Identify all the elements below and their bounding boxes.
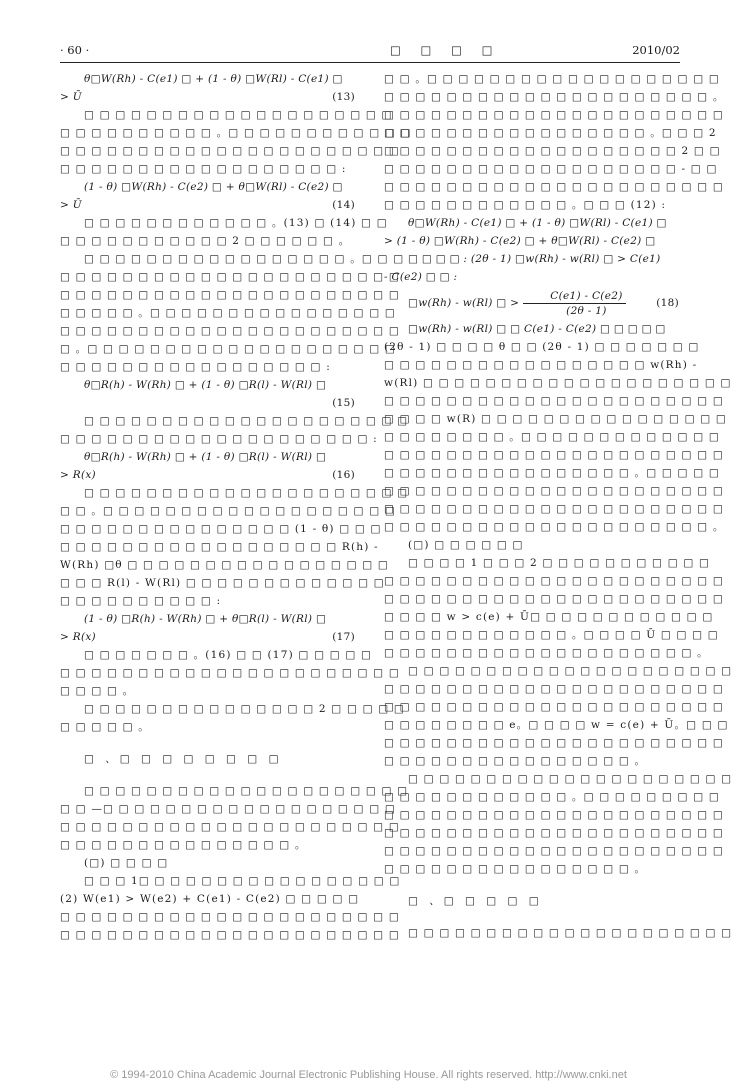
fraction (523, 289, 625, 318)
text-line (60, 890, 360, 908)
line-text: (1 - θ) □R(h) - W(Rh) □ + θ□R(l) - W(Rl) □ (84, 613, 327, 625)
text-line (60, 926, 400, 944)
issue-label: 2010/02 (632, 43, 680, 57)
line-text: □ □ □ □ w > c(e) + Ū□ □ □ □ □ □ □ □ □ □ □ □ (384, 611, 714, 623)
text-line (60, 908, 400, 926)
equation-number: (16) (332, 469, 355, 481)
line-text: □ □ □ □ □ □ □ □ □ □ □ □ □ □ □ □ □ □ □ □ □ □ (60, 929, 400, 941)
line-text: □ □ —□ □ □ □ □ □ □ □ □ □ □ □ □ □ □ □ □ □ □ (60, 803, 396, 815)
line-text: □ □ □ □ □ □ □ □ □ □ □ □ □ □ □ □ □ □ □ □ □ □ (60, 667, 400, 679)
text-line (384, 680, 724, 698)
text-line (60, 574, 385, 592)
text-line (384, 338, 700, 356)
spacer (384, 910, 679, 924)
line-text: □ □ □ □ □ □ □ □ □ □ □ □ □ □ □ □ □ □ □ □ □ □ (60, 821, 400, 833)
text-line (60, 430, 378, 448)
line-text: θ□W(Rh) - C(e1) □ + (1 - θ) □W(Rl) - C(e1) □ (408, 217, 667, 229)
line-text: □ □ 。□ □ □ □ □ □ □ □ □ □ □ □ □ □ □ □ □ □ □ (384, 73, 720, 85)
equation-line (60, 88, 355, 106)
spacer (60, 768, 355, 782)
text-line (384, 860, 679, 878)
equation-lhs: □w(Rh) - w(Rl) □ > (408, 297, 520, 309)
text-line (384, 374, 732, 392)
line-text: □ □ □ □ □ □ □ □ □ □ □ □ 。(13) □ (14) □ □ (84, 217, 388, 229)
journal-name: □ □ □ □ (390, 43, 501, 57)
line-text: □ □ □ □ □ □ □ □ □ □ □ □ □ □ □ □ □ □ □ □ □ (408, 773, 733, 785)
equation-line (384, 232, 679, 250)
line-text: (1 - θ) □W(Rh) - C(e2) □ + θ□W(Rl) - C(e2) □ (84, 181, 343, 193)
line-text: □ □ □ □ □ □ □ □ □ □ □ □ 。□ □ □ (12) : (384, 199, 667, 211)
text-line (60, 340, 396, 358)
text-line (60, 268, 400, 286)
line-text: □ □ □ □ □ □ □ □ □ □ □ □ □ □ □ □ □ □ □ □ □ □ (60, 145, 400, 157)
text-line (60, 124, 412, 142)
paragraph-start (384, 536, 679, 554)
line-text: □ 、□ □ □ □ □ □ □ □ (84, 753, 283, 765)
line-text: > (1 - θ) □W(Rh) - C(e2) □ + θ□W(Rl) - C(e2) □ (384, 235, 656, 247)
line-text: - C(e2) □ □ : (384, 271, 458, 283)
right-column (384, 70, 733, 942)
line-text: > Ū (60, 91, 82, 103)
text-line (60, 664, 400, 682)
text-line (60, 520, 382, 538)
line-text: □ □ □ □ □ □ □ □ □ □ □ □ □ □ □ □ □ □ : (60, 163, 347, 175)
line-text: □ □ □ □ □ □ □ □ □ □ □ □ □ □ □ □ □ □ □ □ □ □ (384, 737, 724, 749)
line-text: □ 。□ □ □ □ □ □ □ □ □ □ □ □ □ □ □ □ □ □ □ □ (60, 343, 396, 355)
line-text: □ □ □ □ □ □ □ □ □ □ □ □ □ □ □ □ 。 (384, 755, 647, 767)
fraction-denominator: (2θ - 1) (566, 304, 607, 317)
line-text: > Ū (60, 199, 82, 211)
line-text: □ □ □ □ □ □ □ □ □ □ □ □ □ □ □ □ □ □ R(h) - (60, 541, 379, 553)
text-line (60, 160, 355, 178)
line-text: W(Rh) □θ □ □ □ □ □ □ □ □ □ □ □ □ □ □ □ □ □ (60, 559, 390, 571)
equation-line (384, 214, 679, 232)
equation-line (60, 394, 355, 412)
text-line (384, 842, 724, 860)
line-text: □ □ □ □ □ □ □ □ □ □ □ □ □ □ □ □ □ w(Rh) - (384, 359, 698, 371)
line-text: □ □ □ □ □ □ □ □ □ □ □ □ □ □ □ □ □ □ □ □ □ 。 (384, 91, 725, 103)
paragraph-start (60, 872, 401, 890)
paragraph-start (60, 782, 409, 800)
text-line (384, 608, 714, 626)
page-number: · 60 · (60, 43, 90, 57)
line-text: □ □ □ □ □ □ □ □ □ □ □ □ □ □ □ □ □ □ □ □ □ □ (384, 701, 724, 713)
text-line (384, 464, 720, 482)
line-text: □ □ □ 1□ □ □ □ □ □ □ □ □ □ □ □ □ □ □ □ □ (84, 875, 401, 887)
text-line (384, 482, 724, 500)
fraction-numerator: C(e1) - C(e2) (523, 289, 625, 304)
line-text: □ □ □ □ 。 (60, 685, 135, 697)
paragraph-start (384, 554, 711, 572)
paragraph-start (60, 412, 409, 430)
line-text: □ □ □ □ □ □ □ □ □ □ □ □ □ □ □ □ □ □ □ □ □ (408, 665, 733, 677)
line-text: □ □ □ □ □ □ □ □ □ □ □ □ □ □ □ □ □ □ □ □ : (60, 433, 378, 445)
equation-line (384, 320, 679, 338)
equation-line (60, 466, 355, 484)
text-line (384, 446, 724, 464)
text-line (384, 124, 717, 142)
text-line (60, 286, 400, 304)
line-text: □ 、□ □ □ □ □ (408, 895, 543, 907)
section-heading (60, 750, 355, 768)
line-text: □ □ □ □ □ □ □ □ □ □ □ □ □ □ □ 2 □ □ □ □ □ (84, 703, 406, 715)
text-line (60, 818, 400, 836)
line-text: □ □ □ □ □ □ □ □ □ □ □ □ □ □ □ □ □ □ □ - □ □ (384, 163, 718, 175)
line-text: □ □ □ □ □ □ □ □ □ □ □ □ □ □ □ □ □ □ □ □ □ □ (384, 593, 724, 605)
equation-line (60, 628, 355, 646)
line-text: □ □ □ □ □ □ □ □ □ □ □ □ □ □ □ □ □ □ □ □ □ □ (384, 827, 724, 839)
line-text: □ □ □ □ □ □ □ □ □ □ □ □ □ □ □ □ □ □ □ □ □ □ (60, 325, 400, 337)
equation-line (384, 286, 679, 320)
line-text: □ □ □ □ □ □ □ □ □ □ □ □ □ □ □ □ □ □ □ 2 □ □ (384, 145, 721, 157)
line-text: □ □ □ □ □ □ □ □ □ □ □ □ □ □ □ □ □ □ □ □ □ (84, 785, 409, 797)
line-text: (□) □ □ □ □ □ □ (408, 539, 524, 551)
text-line (384, 752, 679, 770)
text-line (60, 502, 396, 520)
line-text: □ □ □ □ □ □ □ □ □ □ □ □ □ □ □ □ □ □ □ □ □ (84, 487, 409, 499)
equation-line (60, 196, 355, 214)
text-line (384, 70, 720, 88)
text-line (384, 500, 724, 518)
line-text: □ □ □ □ □ 。 (60, 721, 150, 733)
line-text: □ □ □ □ □ □ □ □ □ □ □ □ □ □ □ □ □ □ □ □ □ □ (384, 683, 724, 695)
paragraph-start (384, 770, 733, 788)
line-text: □ □ □ □ □ □ □ □ □ □ □ □ □ □ □ □ □ □ □ □ □ □ (384, 503, 724, 515)
line-text: □ □ □ □ □ □ □ □ □ □ □ □ □ □ □ □ □ □ □ □ □ □ (60, 271, 400, 283)
text-line (60, 322, 400, 340)
left-column (60, 70, 412, 944)
text-line (384, 410, 728, 428)
text-line (384, 106, 724, 124)
equation-line (384, 268, 679, 286)
line-text: □ □ □ □ □ □ □ □ □ □ □ □ □ □ □ □ □ □ □ □ □ 。 (384, 521, 725, 533)
paragraph-start (384, 662, 733, 680)
equation-number: (14) (332, 199, 355, 211)
line-text: □ □ □ □ □ □ □ □ □ □ □ □ □ □ □ □ □ □ □ □ □ □ (384, 181, 724, 193)
text-line (384, 590, 724, 608)
paragraph-start (60, 106, 393, 124)
text-line (60, 718, 355, 736)
line-text: □w(Rh) - w(Rl) □ □ C(e1) - C(e2) □ □ □ □ □ (408, 323, 666, 335)
text-line (384, 160, 718, 178)
line-text: □ □ □ □ □ □ □ □ □ □ □ □ □ □ □ □ □ □ □ □ □ □ (60, 289, 400, 301)
text-line (384, 788, 720, 806)
line-text: □ □ □ □ □ 。□ □ □ □ □ □ □ □ □ □ □ □ □ □ □ □ (60, 307, 396, 319)
text-line (384, 806, 724, 824)
line-text: □ □ □ □ □ □ □ □ □ □ □ □ □ □ □ □ □ □ □ □ □ □ (384, 449, 724, 461)
line-text: □ □ □ □ □ □ □ □ □ □ □ □ □ □ □ □ 。□ □ □ □ □ (384, 467, 720, 479)
text-line (384, 178, 724, 196)
line-text: □ □ □ □ □ □ □ □ □ □ □ □ □ □ □ □ □ □ □ □ 。 (384, 647, 709, 659)
line-text: (2) W(e1) > W(e2) + C(e1) - C(e2) □ □ □ □ □ (60, 893, 360, 905)
line-text: (□) □ □ □ □ (84, 857, 169, 869)
text-line (60, 800, 396, 818)
text-line (60, 304, 396, 322)
equation-number: (18) (656, 297, 679, 309)
line-text: □ □ □ □ □ □ □ □ □ □ □ □ □ □ □ □ □ 。□ □ □ 2 (384, 127, 717, 139)
line-text: w(Rl) □ □ □ □ □ □ □ □ □ □ □ □ □ □ □ □ □ □ □ □ (384, 377, 732, 389)
equation-number: (17) (332, 631, 355, 643)
line-text: □ □ □ □ □ □ □ □ □ □ □ □ □ □ □ □ □ □ □ □ □ □ (384, 109, 724, 121)
paragraph-start (60, 646, 373, 664)
section-heading (384, 892, 679, 910)
equation-line (384, 250, 679, 268)
line-text: □ □ □ □ □ □ □ □ □ □ : (60, 595, 222, 607)
line-text: □ □ □ □ □ □ □ □ □ □ □ □ □ □ □ □ □ □ □ □ □ (408, 927, 733, 939)
text-line (60, 682, 355, 700)
equation-line (60, 70, 355, 88)
equation-number: (15) (332, 397, 355, 409)
text-line (384, 392, 724, 410)
text-line (60, 358, 355, 376)
page-header (60, 43, 680, 63)
line-text: □ □ □ □ □ □ □ □ 。□ □ □ □ □ □ □ □ □ □ □ □ □ (384, 431, 720, 443)
spacer (60, 736, 355, 750)
line-text: θ□R(h) - W(Rh) □ + (1 - θ) □R(l) - W(Rl) □ (84, 379, 327, 391)
paragraph-start (60, 700, 406, 718)
text-line (60, 538, 379, 556)
text-line (384, 88, 725, 106)
text-line (384, 196, 679, 214)
text-line (384, 824, 724, 842)
line-text: □ □ □ R(l) - W(Rl) □ □ □ □ □ □ □ □ □ □ □ □ □ (60, 577, 385, 589)
line-text: □ □ □ □ □ □ □ □ □ □ □ □ □ □ □ □ □ 。□ □ □ (84, 253, 405, 265)
line-text: (2θ - 1) □ □ □ □ θ □ □ (2θ - 1) □ □ □ □ □ □ □ (384, 341, 700, 353)
line-text: □ □ □ □ □ □ □ □ □ □ □ □ □ □ □ □ □ : (60, 361, 331, 373)
line-text: □ □ □ □ □ □ □ □ □ □ □ □ □ □ □ □ □ □ □ □ □ □ (384, 485, 724, 497)
text-line (60, 592, 355, 610)
copyright-footer: © 1994-2010 China Academic Journal Electronic Publishing House. All rights reserved. http://www.cnki.net (110, 1069, 627, 1081)
equation-line (60, 178, 355, 196)
text-line (384, 428, 720, 446)
line-text: > R(x) (60, 469, 96, 481)
line-text: □ □ □ □ □ □ □ □ □ □ □ □ □ □ □ □ □ □ □ □ □ □ (384, 575, 724, 587)
equation-line (60, 376, 355, 394)
text-line (60, 556, 390, 574)
line-text: □ □ □ □ □ □ □ □ □ □ □ □ □ □ □ □ □ □ □ □ □ □ (60, 911, 400, 923)
line-text: □ □ □ □ □ □ □ 。(16) □ □ (17) □ □ □ □ □ (84, 649, 373, 661)
line-text: □ □ □ □ □ □ □ □ □ □ □ □ □ □ □ □ □ □ □ □ □ □ (384, 845, 724, 857)
paragraph-start (60, 484, 409, 502)
text-line (60, 836, 355, 854)
line-text: □ □ 。□ □ □ □ □ □ □ □ □ □ □ □ □ □ □ □ □ □ □ (60, 505, 396, 517)
line-text: > R(x) (60, 631, 96, 643)
text-line (384, 626, 719, 644)
text-line (384, 572, 724, 590)
paragraph-start (60, 214, 388, 232)
text-line (384, 356, 698, 374)
paragraph-start (60, 250, 405, 268)
text-line (60, 142, 400, 160)
equation-line (60, 610, 355, 628)
text-line (384, 734, 724, 752)
line-text: □ □ □ □ □ □ □ □ □ □ □ □ □ □ □ □ □ □ □ □ □ (84, 415, 409, 427)
line-text: □ □ □ □ 1 □ □ □ 2 □ □ □ □ □ □ □ □ □ □ □ (408, 557, 711, 569)
text-line (384, 698, 724, 716)
text-line (384, 518, 725, 536)
paragraph-start (384, 924, 733, 942)
line-text: □ □ □ □ □ □ □ □ □ □ □ □ □ □ □ □ 。 (384, 863, 647, 875)
line-text: □ □ □ □ □ □ □ □ □ □ □ 2 □ □ □ □ □ □ 。 (60, 235, 351, 247)
line-text: θ□W(Rh) - C(e1) □ + (1 - θ) □W(Rl) - C(e1) □ (84, 73, 343, 85)
header-rule (60, 62, 680, 63)
line-text: □ □ □ □ w(R) □ □ □ □ □ □ □ □ □ □ □ □ □ □ □ □ (384, 413, 728, 425)
text-line (384, 142, 721, 160)
line-text: □ □ □ □ □ □ □ □ □ □ □ □ □ □ □ □ □ □ □ □ □ □ (384, 809, 724, 821)
equation-number: (13) (332, 91, 355, 103)
spacer (384, 878, 679, 892)
line-text: □ □ □ □ □ □ □ □ □ □ □ □ 。□ □ □ □ Ū □ □ □ □ (384, 629, 719, 641)
line-text: □ □ □ □ □ □ □ □ □ □ □ □ □ □ □ □ □ □ □ □ (84, 109, 393, 121)
line-text: □ □ □ □ □ □ □ □ □ □ □ □ □ □ □ (1 - θ) □ □ □ (60, 523, 382, 535)
text-line (384, 644, 709, 662)
line-text: □ □ □ □ □ □ □ □ □ □ □ □ 。□ □ □ □ □ □ □ □ □ (384, 791, 720, 803)
paragraph-start (60, 854, 355, 872)
line-text: □ □ □ □ □ □ □ □ e。□ □ □ □ w = c(e) + Ū。□ □ □ (384, 719, 729, 731)
line-text: θ□R(h) - W(Rh) □ + (1 - θ) □R(l) - W(Rl) □ (84, 451, 327, 463)
text-line (384, 716, 729, 734)
text-line (60, 232, 355, 250)
line-text: □ □ □ □ □ □ □ □ □ □ □ □ □ □ □ □ □ □ □ □ □ □ (384, 395, 724, 407)
line-text: □ □ □ □ □ □ □ □ □ □ □ □ □ □ □ 。 (60, 839, 307, 851)
line-text: □ □ □ □ : (2θ - 1) □w(Rh) - w(Rl) □ > C(e1) (408, 253, 661, 265)
equation-line (60, 448, 355, 466)
line-text: □ □ □ □ □ □ □ □ □ □ 。□ □ □ □ □ □ □ □ □ □ □ □ (60, 127, 412, 139)
